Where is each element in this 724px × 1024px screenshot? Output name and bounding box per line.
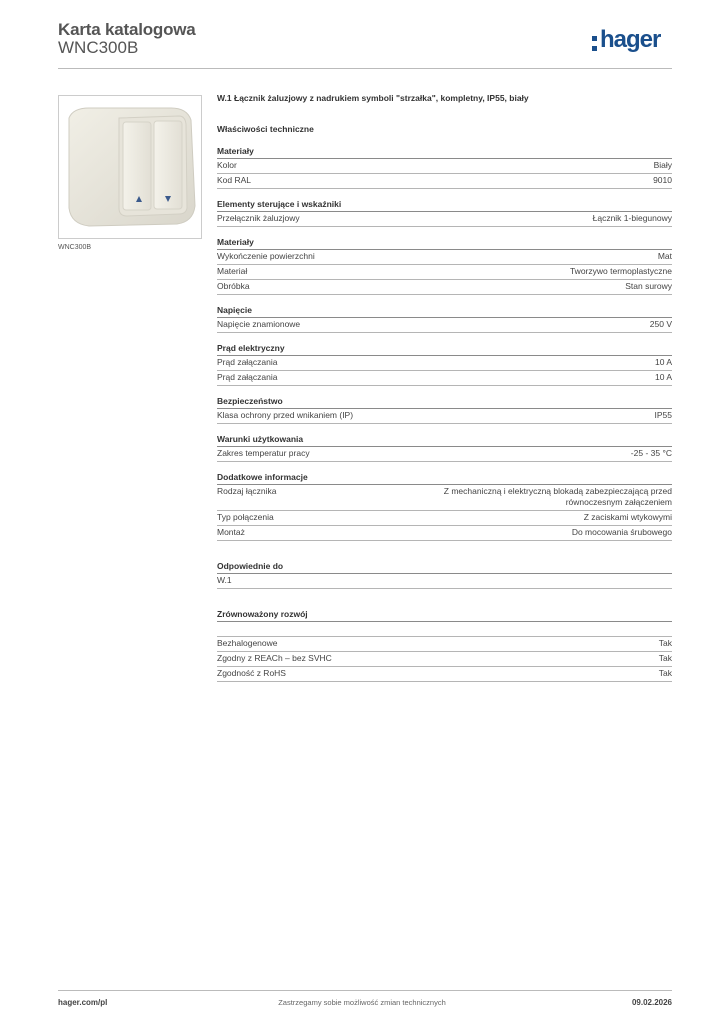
logo-text: hager (600, 26, 661, 53)
spec-group (217, 199, 672, 227)
spec-row (217, 622, 672, 637)
tech-properties-heading: Właściwości techniczne (217, 124, 314, 134)
spec-row (217, 574, 672, 589)
logo-colon-icon (592, 36, 597, 51)
spec-label: Montaż (217, 527, 245, 537)
footer-note: Zastrzegamy sobie możliwość zmian technicznych (278, 998, 446, 1007)
spec-label: Zakres temperatur pracy (217, 448, 310, 458)
spec-row (217, 447, 672, 462)
spec-value: Mat (657, 251, 672, 261)
spec-label: W.1 (217, 575, 232, 585)
spec-row (217, 652, 672, 667)
spec-value: Tak (658, 653, 672, 663)
spec-label: Obróbka (217, 281, 250, 291)
group-title: Zrównoważony rozwój (217, 609, 672, 622)
footer-date: 09.02.2026 (631, 998, 672, 1007)
spec-row (217, 637, 672, 652)
spec-label: Typ połączenia (217, 512, 274, 522)
group-title: Prąd elektryczny (217, 343, 672, 356)
footer-website: hager.com/pl (58, 998, 108, 1007)
spec-label: Bezhalogenowe (217, 638, 278, 648)
spec-row (217, 511, 672, 526)
spec-label: Napięcie znamionowe (217, 319, 301, 329)
spec-row (217, 280, 672, 295)
spec-groups (217, 146, 672, 541)
spec-value: 250 V (649, 319, 672, 329)
group-title: Materiały (217, 237, 672, 250)
spec-label: Materiał (217, 266, 248, 276)
header-divider (58, 68, 672, 69)
spec-value: IP55 (654, 410, 672, 420)
spec-value: Łącznik 1-biegunowy (592, 213, 672, 223)
spec-row (217, 356, 672, 371)
product-image (58, 95, 202, 239)
spec-label: Rodzaj łącznika (217, 486, 277, 496)
spec-group (217, 237, 672, 295)
spec-label: Klasa ochrony przed wnikaniem (IP) (217, 410, 354, 420)
group-title: Napięcie (217, 305, 672, 318)
group-title: Materiały (217, 146, 672, 159)
spec-row (217, 265, 672, 280)
spec-row (217, 485, 672, 511)
spec-group (217, 434, 672, 462)
spec-row (217, 174, 672, 189)
spec-group (217, 146, 672, 189)
image-caption: WNC300B (58, 244, 92, 251)
spec-group (217, 305, 672, 333)
group-title: Bezpieczeństwo (217, 396, 672, 409)
spec-group (217, 472, 672, 541)
hager-logo (592, 28, 660, 52)
spec-label: Przełącznik żaluzjowy (217, 213, 300, 223)
spec-label: Zgodny z REACh – bez SVHC (217, 653, 332, 663)
spec-value: Do mocowania śrubowego (571, 527, 672, 537)
group-title: Elementy sterujące i wskaźniki (217, 199, 672, 212)
spec-value: Z mechaniczną i elektryczną blokadą zabezpieczającą przed równoczesnym załączeniem (443, 486, 672, 507)
switch-photo-icon (59, 96, 201, 238)
spec-value: -25 - 35 °C (630, 448, 672, 458)
spec-row (217, 250, 672, 265)
document-title: Karta katalogowa (58, 20, 196, 39)
spec-value: Tworzywo termoplastyczne (569, 266, 672, 276)
group-title: Warunki użytkowania (217, 434, 672, 447)
footer-divider (58, 990, 672, 991)
spec-value: 9010 (653, 175, 672, 185)
spec-label: Kod RAL (217, 175, 252, 185)
spec-row (217, 159, 672, 174)
group-title: Dodatkowe informacje (217, 472, 672, 485)
spec-value: Z zaciskami wtykowymi (583, 512, 672, 522)
spec-label: Kolor (217, 160, 237, 170)
group-title: Odpowiednie do (217, 561, 672, 574)
spec-group (217, 396, 672, 424)
spec-value: Tak (658, 668, 672, 678)
spec-content (217, 92, 672, 692)
spec-value: Tak (658, 638, 672, 648)
spec-row (217, 212, 672, 227)
suitable-group (217, 561, 672, 589)
spec-value: 10 A (654, 357, 672, 367)
sustainability-group (217, 609, 672, 682)
spec-label: Wykończenie powierzchni (217, 251, 315, 261)
spec-value: 10 A (654, 372, 672, 382)
spec-row (217, 318, 672, 333)
spec-row (217, 667, 672, 682)
spec-label: Prąd załączania (217, 357, 278, 367)
product-code: WNC300B (58, 38, 139, 57)
spec-label: Zgodność z RoHS (217, 668, 286, 678)
spec-value: Stan surowy (625, 281, 672, 291)
spec-group (217, 343, 672, 386)
spec-row (217, 371, 672, 386)
spec-label: Prąd załączania (217, 372, 278, 382)
spec-row (217, 409, 672, 424)
product-title: W.1 Łącznik żaluzjowy z nadrukiem symboli "strzałka", kompletny, IP55, biały (217, 93, 529, 103)
spec-row (217, 526, 672, 541)
spec-value: Biały (653, 160, 672, 170)
